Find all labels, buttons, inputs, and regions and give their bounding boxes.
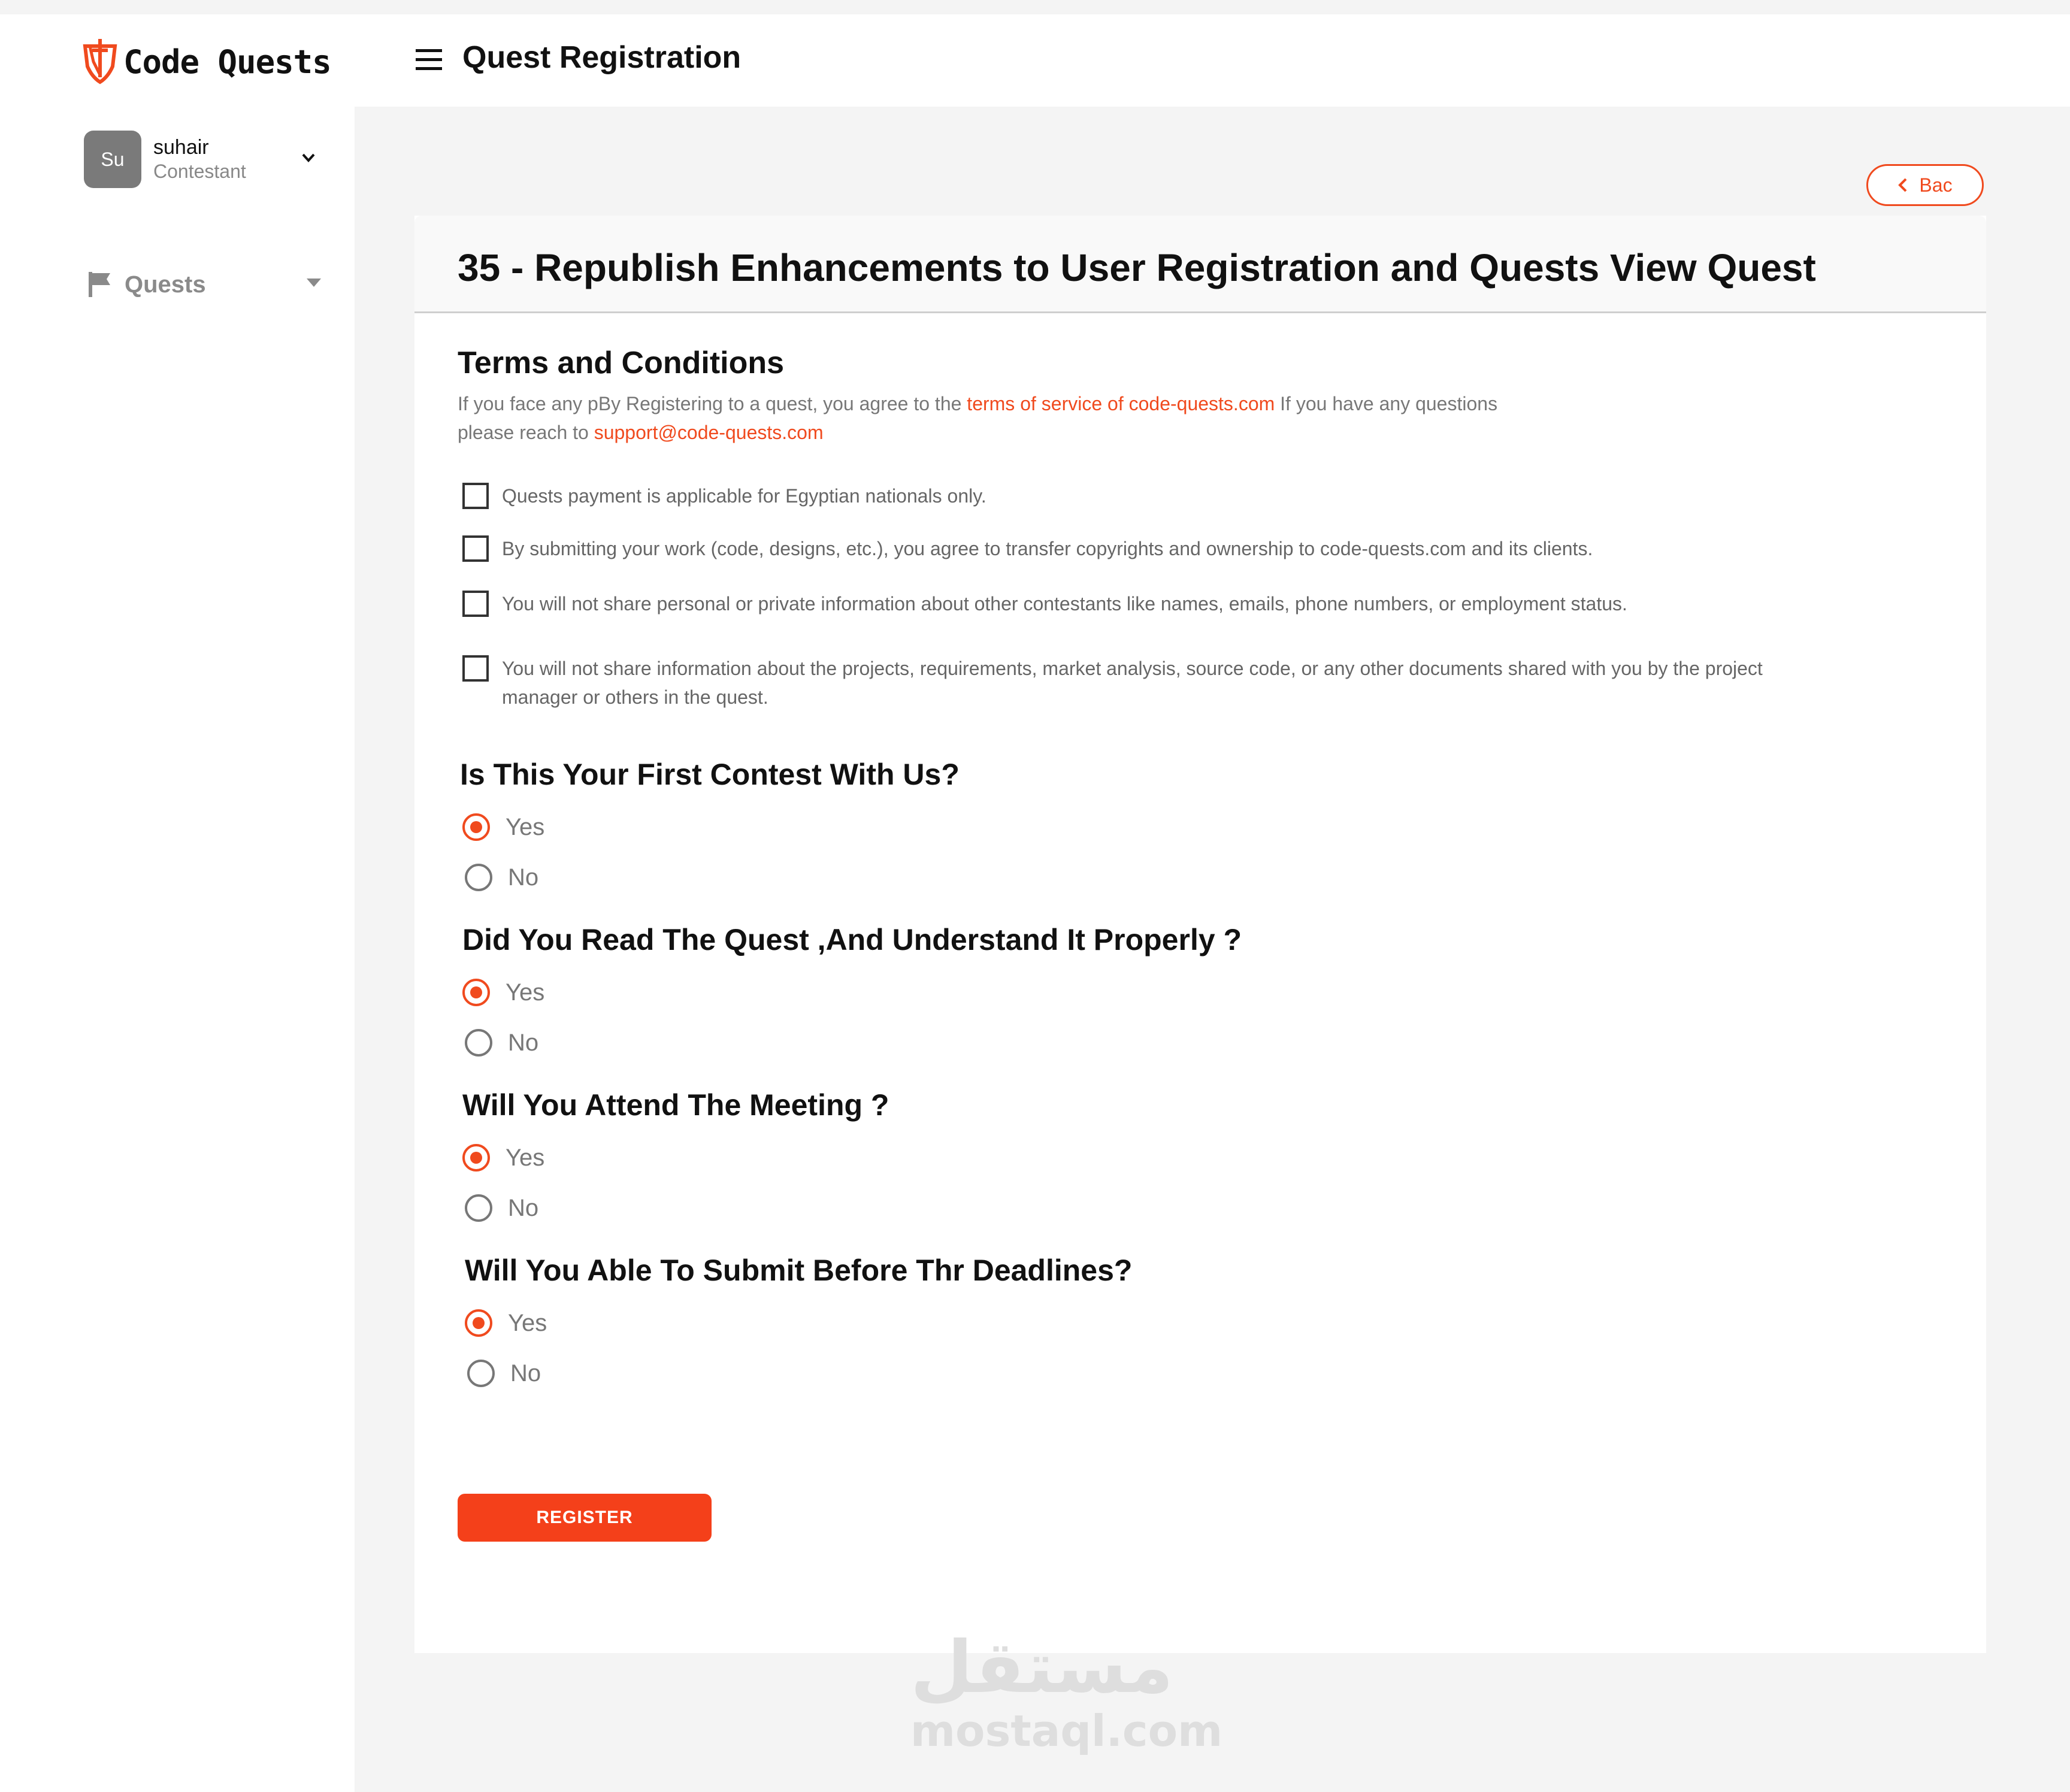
radio-label: Yes (506, 813, 545, 840)
radio-label: Yes (508, 1309, 547, 1336)
radio-label: No (508, 864, 539, 891)
watermark-arabic: مستقل (910, 1626, 1173, 1709)
radio-option-yes[interactable] (462, 979, 544, 1006)
question-title: Did You Read The Quest ,And Understand It Properly ? (462, 923, 1242, 956)
checkbox-label: You will not share personal or private information about other contestants like names, emails, phone numbers, or employment status. (502, 593, 1627, 615)
terms-check-row[interactable] (462, 534, 1840, 563)
checkbox[interactable] (462, 535, 489, 562)
avatar: Su (84, 131, 141, 188)
user-name: suhair (153, 136, 209, 159)
radio-button[interactable] (465, 1029, 492, 1057)
radio-option-no[interactable] (465, 1029, 538, 1057)
radio-option-no[interactable] (467, 1360, 541, 1387)
checkbox[interactable] (462, 483, 489, 509)
quest-card (414, 216, 1986, 1653)
watermark-latin: mostaql.com (910, 1706, 1223, 1756)
register-button[interactable]: REGISTER (458, 1494, 712, 1542)
terms-description (458, 389, 1512, 447)
question-title: Is This Your First Contest With Us? (460, 758, 960, 791)
radio-button[interactable] (465, 1309, 492, 1337)
terms-check-row[interactable] (462, 482, 1840, 510)
checkbox[interactable] (462, 591, 489, 617)
radio-button[interactable] (462, 813, 490, 841)
radio-button[interactable] (462, 1144, 490, 1172)
radio-label: No (508, 1029, 539, 1056)
terms-desc-part2: If you have any questions please reach to (458, 393, 1498, 443)
back-button[interactable] (1866, 164, 1984, 206)
question-title: Will You Attend The Meeting ? (462, 1088, 889, 1122)
radio-label: No (510, 1360, 541, 1387)
user-role: Contestant (153, 161, 246, 182)
shield-sword-logo-icon (81, 38, 119, 86)
checkbox-label: By submitting your work (code, designs, etc.), you agree to transfer copyrights and ownership to code-quests.com and its clients. (502, 538, 1593, 559)
app-name: Code Quests (123, 43, 331, 81)
radio-button[interactable] (465, 1194, 492, 1222)
sidebar-item-label: Quests (125, 271, 206, 298)
support-email-link[interactable]: support@code-quests.com (594, 422, 824, 443)
radio-option-no[interactable] (465, 864, 538, 891)
user-menu[interactable] (84, 131, 323, 188)
checkbox-label: Quests payment is applicable for Egyptian nationals only. (502, 485, 986, 507)
quest-title: 35 - Republish Enhancements to User Registration and Quests View Quest (458, 246, 1816, 289)
radio-button[interactable] (462, 979, 490, 1006)
radio-button[interactable] (465, 864, 492, 891)
back-button-label: Bac (1919, 174, 1953, 196)
radio-option-no[interactable] (465, 1194, 538, 1222)
page-title: Quest Registration (462, 40, 742, 75)
radio-button[interactable] (467, 1360, 495, 1387)
chevron-down-icon[interactable] (299, 149, 317, 167)
checkbox[interactable] (462, 655, 489, 682)
sidebar-item-quests[interactable] (87, 264, 327, 305)
question-title: Will You Able To Submit Before Thr Deadlines? (465, 1254, 1133, 1287)
radio-option-yes[interactable] (462, 813, 544, 841)
chevron-left-icon (1898, 177, 1908, 193)
radio-option-yes[interactable] (465, 1309, 547, 1337)
radio-option-yes[interactable] (462, 1144, 544, 1172)
flag-icon (87, 271, 113, 298)
terms-title: Terms and Conditions (458, 346, 785, 380)
terms-of-service-link[interactable]: terms of service of code-quests.com (967, 393, 1275, 414)
app-logo[interactable] (81, 35, 331, 89)
terms-desc-part1: If you face any pBy Registering to a quest, you agree to the (458, 393, 967, 414)
checkbox-label: You will not share information about the projects, requirements, market analysis, source code, or any other documents shared with you by the project manager or others in the quest. (502, 658, 1763, 708)
card-header (414, 216, 1986, 313)
top-strip (0, 0, 2070, 14)
menu-icon[interactable] (414, 47, 443, 73)
watermark (910, 1626, 1223, 1756)
radio-label: Yes (506, 979, 545, 1006)
terms-check-row[interactable] (462, 654, 1816, 712)
caret-down-icon[interactable] (305, 277, 322, 289)
radio-label: No (508, 1194, 539, 1221)
terms-check-row[interactable] (462, 589, 1816, 618)
radio-label: Yes (506, 1144, 545, 1171)
